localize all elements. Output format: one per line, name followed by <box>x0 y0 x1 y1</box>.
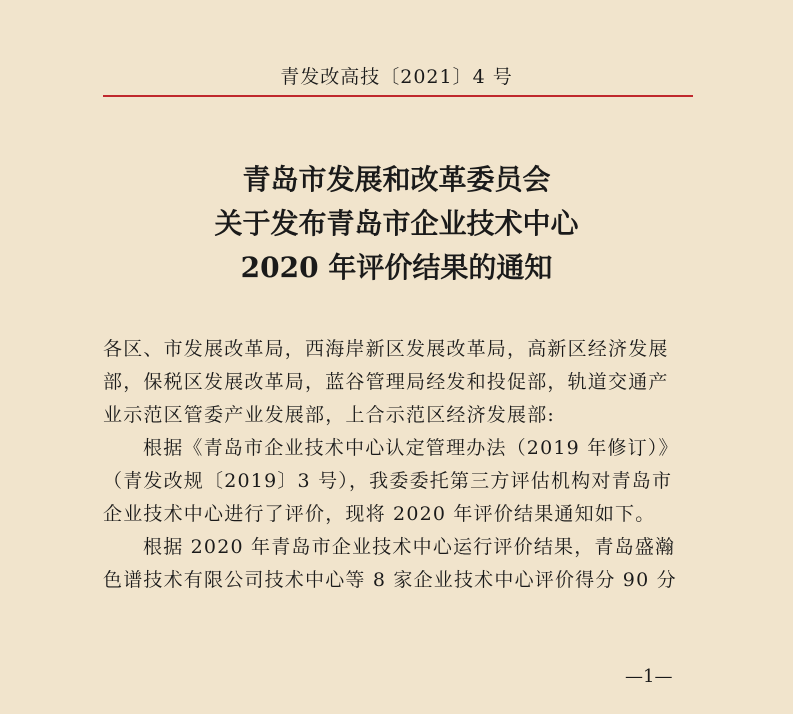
document-body <box>103 333 703 597</box>
red-divider-line <box>103 95 693 97</box>
page-number: —1— <box>625 666 673 687</box>
addressee-line: 业示范区管委产业发展部，上合示范区经济发展部: <box>103 404 556 426</box>
addressee-line: 部，保税区发展改革局，蓝谷管理局经发和投促部，轨道交通产 <box>103 371 669 393</box>
paragraph-line: （青发改规〔2019〕3 号），我委委托第三方评估机构对青岛市 <box>103 470 673 492</box>
paragraph-line: 企业技术中心进行了评价，现将 2020 年评价结果通知如下。 <box>103 503 656 525</box>
addressee-line: 各区、市发展改革局，西海岸新区发展改革局，高新区经济发展 <box>103 338 669 360</box>
title-line: 关于发布青岛市企业技术中心 <box>214 207 579 240</box>
paragraph-line: 根据《青岛市企业技术中心认定管理办法（2019 年修订）》 <box>143 437 679 459</box>
title-line: 青岛市发展和改革委员会 <box>242 163 551 196</box>
paragraph-line: 色谱技术有限公司技术中心等 8 家企业技术中心评价得分 90 分 <box>103 569 677 591</box>
paragraph-line: 根据 2020 年青岛市企业技术中心运行评价结果，青岛盛瀚 <box>143 536 676 558</box>
document-title <box>0 158 793 290</box>
document-number: 青发改高技〔2021〕4 号 <box>280 66 513 88</box>
title-line: 2020 年评价结果的通知 <box>240 251 553 284</box>
